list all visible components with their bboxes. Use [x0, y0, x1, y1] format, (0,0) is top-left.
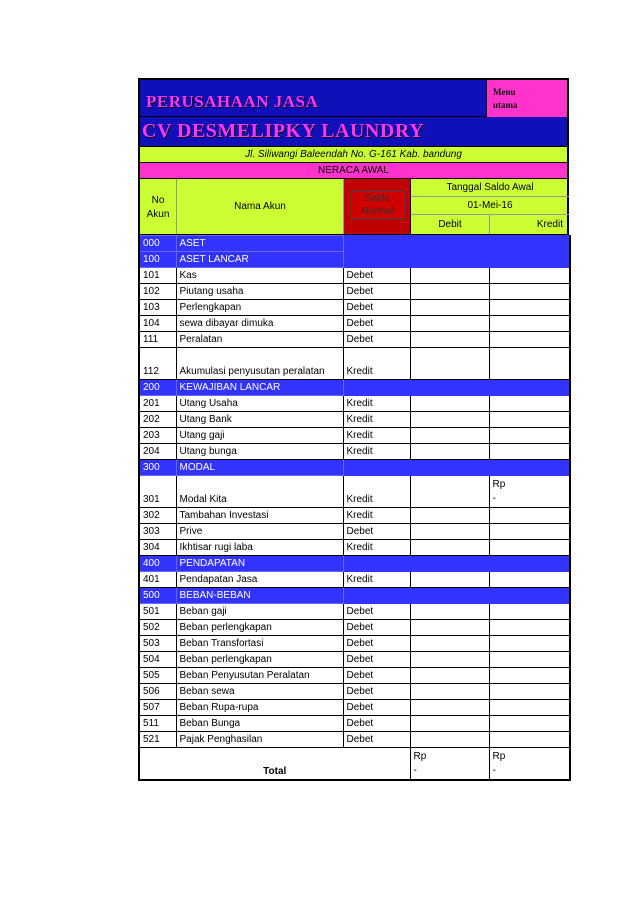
saldo-normal: Debet	[343, 524, 410, 540]
kredit-amount	[489, 300, 570, 316]
account-row	[139, 732, 570, 748]
account-row	[139, 412, 570, 428]
debit-amount	[410, 556, 489, 572]
account-name: MODAL	[176, 460, 343, 476]
saldo-normal: Debet	[343, 268, 410, 284]
account-number: 504	[139, 652, 176, 668]
company-title: PERUSAHAAN JASA	[146, 92, 319, 111]
debit-amount	[410, 444, 489, 460]
account-row	[139, 396, 570, 412]
account-number: 100	[139, 252, 176, 268]
debit-amount	[410, 428, 489, 444]
account-row	[139, 268, 570, 284]
account-name: Pendapatan Jasa	[176, 572, 343, 588]
debit-amount	[410, 604, 489, 620]
kredit-amount	[489, 508, 570, 524]
account-name: ASET	[176, 236, 343, 252]
kredit-amount	[489, 348, 570, 380]
col-header-nama-akun: Nama Akun	[177, 179, 344, 234]
debit-amount	[410, 396, 489, 412]
debit-amount	[410, 252, 489, 268]
account-row	[139, 700, 570, 716]
kredit-amount	[489, 620, 570, 636]
saldo-normal: Kredit	[343, 508, 410, 524]
debit-amount	[410, 684, 489, 700]
account-number: 201	[139, 396, 176, 412]
section-row	[139, 556, 570, 572]
menu-label-line1: Menu	[493, 87, 516, 97]
menu-utama-button[interactable]	[486, 80, 567, 117]
account-number: 111	[139, 332, 176, 348]
saldo-normal: Debet	[343, 300, 410, 316]
kredit-amount	[489, 412, 570, 428]
debit-amount	[410, 316, 489, 332]
saldo-normal: Kredit	[343, 540, 410, 556]
debit-amount	[410, 460, 489, 476]
total-row	[139, 748, 570, 780]
col-no-line1: No	[151, 195, 165, 206]
saldo-line1: Saldo	[364, 193, 391, 204]
saldo-normal: Debet	[343, 316, 410, 332]
account-number: 104	[139, 316, 176, 332]
debit-amount	[410, 572, 489, 588]
account-number: 112	[139, 348, 176, 380]
account-number: 304	[139, 540, 176, 556]
account-row	[139, 652, 570, 668]
account-row	[139, 300, 570, 316]
kredit-amount	[489, 588, 570, 604]
account-row	[139, 316, 570, 332]
account-number: 502	[139, 620, 176, 636]
account-row	[139, 524, 570, 540]
debit-amount	[410, 268, 489, 284]
kredit-amount	[489, 428, 570, 444]
account-number: 203	[139, 428, 176, 444]
account-name: Beban Rupa-rupa	[176, 700, 343, 716]
saldo-normal: Debet	[343, 620, 410, 636]
total-label: Total	[139, 748, 410, 780]
account-number: 501	[139, 604, 176, 620]
debit-amount	[410, 348, 489, 380]
account-row	[139, 444, 570, 460]
account-row	[139, 508, 570, 524]
debit-amount	[410, 732, 489, 748]
saldo-normal	[343, 252, 410, 268]
account-name: ASET LANCAR	[176, 252, 343, 268]
section-row	[139, 252, 570, 268]
kredit-amount	[489, 380, 570, 396]
account-name: Piutang usaha	[176, 284, 343, 300]
account-number: 000	[139, 236, 176, 252]
saldo-normal	[343, 588, 410, 604]
saldo-normal: Debet	[343, 668, 410, 684]
account-number: 400	[139, 556, 176, 572]
account-number: 103	[139, 300, 176, 316]
kredit-amount	[489, 396, 570, 412]
col-header-kredit: Kredit	[536, 219, 563, 230]
debit-amount	[410, 636, 489, 652]
debit-amount	[410, 540, 489, 556]
debit-amount	[410, 716, 489, 732]
account-number: 521	[139, 732, 176, 748]
debit-amount	[410, 412, 489, 428]
account-name: BEBAN-BEBAN	[176, 588, 343, 604]
account-number: 204	[139, 444, 176, 460]
account-row	[139, 604, 570, 620]
total-kredit: Rp -	[489, 748, 570, 780]
kredit-amount	[489, 540, 570, 556]
account-name: Beban sewa	[176, 684, 343, 700]
saldo-normal	[343, 556, 410, 572]
account-name: Modal Kita	[176, 476, 343, 508]
account-row	[139, 636, 570, 652]
saldo-normal-box	[350, 191, 405, 219]
debit-amount	[410, 620, 489, 636]
account-name: Beban Transfortasi	[176, 636, 343, 652]
kredit-amount	[489, 668, 570, 684]
kredit-amount	[489, 252, 570, 268]
account-name: Utang Bank	[176, 412, 343, 428]
account-row	[139, 476, 570, 508]
saldo-normal: Kredit	[343, 412, 410, 428]
kredit-amount	[489, 284, 570, 300]
account-name: Pajak Penghasilan	[176, 732, 343, 748]
col-header-debit: Debit	[411, 215, 490, 234]
account-number: 101	[139, 268, 176, 284]
saldo-normal: Debet	[343, 284, 410, 300]
neraca-sheet	[138, 78, 569, 781]
saldo-normal: Kredit	[343, 572, 410, 588]
debit-amount	[410, 588, 489, 604]
account-number: 301	[139, 476, 176, 508]
saldo-normal: Debet	[343, 652, 410, 668]
account-name: Prive	[176, 524, 343, 540]
account-name: Beban gaji	[176, 604, 343, 620]
section-row	[139, 380, 570, 396]
saldo-normal: Debet	[343, 716, 410, 732]
saldo-normal: Debet	[343, 684, 410, 700]
account-name: Kas	[176, 268, 343, 284]
account-name: Beban Penyusutan Peralatan	[176, 668, 343, 684]
kredit-amount	[489, 572, 570, 588]
account-number: 503	[139, 636, 176, 652]
kredit-amount	[489, 444, 570, 460]
saldo-normal: Kredit	[343, 348, 410, 380]
account-number: 505	[139, 668, 176, 684]
kredit-amount	[489, 556, 570, 572]
account-number: 500	[139, 588, 176, 604]
kredit-amount	[489, 524, 570, 540]
account-name: Akumulasi penyusutan peralatan	[176, 348, 343, 380]
account-row	[139, 284, 570, 300]
account-name: Utang bunga	[176, 444, 343, 460]
saldo-normal: Debet	[343, 604, 410, 620]
account-row	[139, 540, 570, 556]
account-row	[139, 668, 570, 684]
account-number: 506	[139, 684, 176, 700]
account-row	[139, 572, 570, 588]
address-line: Jl. Siliwangi Baleendah No. G-161 Kab. bandung	[138, 147, 569, 163]
debit-amount	[410, 284, 489, 300]
accounts-table	[138, 235, 571, 781]
saldo-normal: Kredit	[343, 396, 410, 412]
account-name: Peralatan	[176, 332, 343, 348]
debit-amount	[410, 668, 489, 684]
account-row	[139, 332, 570, 348]
debit-amount	[410, 700, 489, 716]
col-no-line2: Akun	[146, 209, 170, 220]
company-header	[138, 78, 569, 117]
debit-amount	[410, 476, 489, 508]
account-name: Beban perlengkapan	[176, 620, 343, 636]
account-name: sewa dibayar dimuka	[176, 316, 343, 332]
saldo-line2: Normal	[361, 206, 394, 217]
saldo-normal: Debet	[343, 636, 410, 652]
account-number: 202	[139, 412, 176, 428]
kredit-amount	[489, 636, 570, 652]
col-header-no-akun	[140, 179, 177, 234]
account-number: 303	[139, 524, 176, 540]
account-name: Utang Usaha	[176, 396, 343, 412]
saldo-normal: Kredit	[343, 444, 410, 460]
kredit-amount	[489, 332, 570, 348]
kredit-amount	[489, 684, 570, 700]
kredit-amount	[489, 604, 570, 620]
kredit-amount	[489, 236, 570, 252]
menu-label-line2: utama	[493, 100, 518, 110]
kredit-amount	[489, 268, 570, 284]
account-name: Beban Bunga	[176, 716, 343, 732]
account-number: 102	[139, 284, 176, 300]
account-row	[139, 620, 570, 636]
kredit-amount	[489, 652, 570, 668]
account-row	[139, 348, 570, 380]
debit-amount	[410, 380, 489, 396]
report-title: NERACA AWAL	[138, 163, 569, 179]
kredit-amount: Rp -	[489, 476, 570, 508]
business-name: CV DESMELIPKY LAUNDRY	[142, 120, 425, 142]
total-debit: Rp -	[410, 748, 489, 780]
account-name: Beban perlengkapan	[176, 652, 343, 668]
debit-amount	[410, 332, 489, 348]
account-number: 401	[139, 572, 176, 588]
saldo-normal: Kredit	[343, 476, 410, 508]
saldo-normal: Debet	[343, 700, 410, 716]
saldo-normal: Debet	[343, 732, 410, 748]
account-name: Ikhtisar rugi laba	[176, 540, 343, 556]
saldo-normal	[343, 460, 410, 476]
account-number: 302	[139, 508, 176, 524]
saldo-normal: Kredit	[343, 428, 410, 444]
account-row	[139, 684, 570, 700]
kredit-amount	[489, 716, 570, 732]
account-number: 200	[139, 380, 176, 396]
kredit-amount	[489, 700, 570, 716]
saldo-normal	[343, 236, 410, 252]
debit-amount	[410, 524, 489, 540]
saldo-normal: Debet	[343, 332, 410, 348]
col-header-date: 01-Mei-16	[411, 197, 569, 215]
kredit-amount	[489, 460, 570, 476]
account-row	[139, 428, 570, 444]
account-row	[139, 716, 570, 732]
account-number: 507	[139, 700, 176, 716]
account-name: Utang gaji	[176, 428, 343, 444]
debit-amount	[410, 652, 489, 668]
debit-amount	[410, 300, 489, 316]
kredit-amount	[489, 316, 570, 332]
col-header-saldo-normal	[344, 179, 411, 234]
debit-amount	[410, 236, 489, 252]
account-number: 511	[139, 716, 176, 732]
section-row	[139, 588, 570, 604]
saldo-normal	[343, 380, 410, 396]
account-number: 300	[139, 460, 176, 476]
column-header	[138, 179, 569, 235]
section-row	[139, 236, 570, 252]
account-name: Perlengkapan	[176, 300, 343, 316]
col-header-tanggal: Tanggal Saldo Awal	[411, 179, 569, 197]
account-name: Tambahan Investasi	[176, 508, 343, 524]
account-name: KEWAJIBAN LANCAR	[176, 380, 343, 396]
kredit-amount	[489, 732, 570, 748]
account-name: PENDAPATAN	[176, 556, 343, 572]
section-row	[139, 460, 570, 476]
debit-amount	[410, 508, 489, 524]
business-name-banner	[138, 117, 569, 147]
